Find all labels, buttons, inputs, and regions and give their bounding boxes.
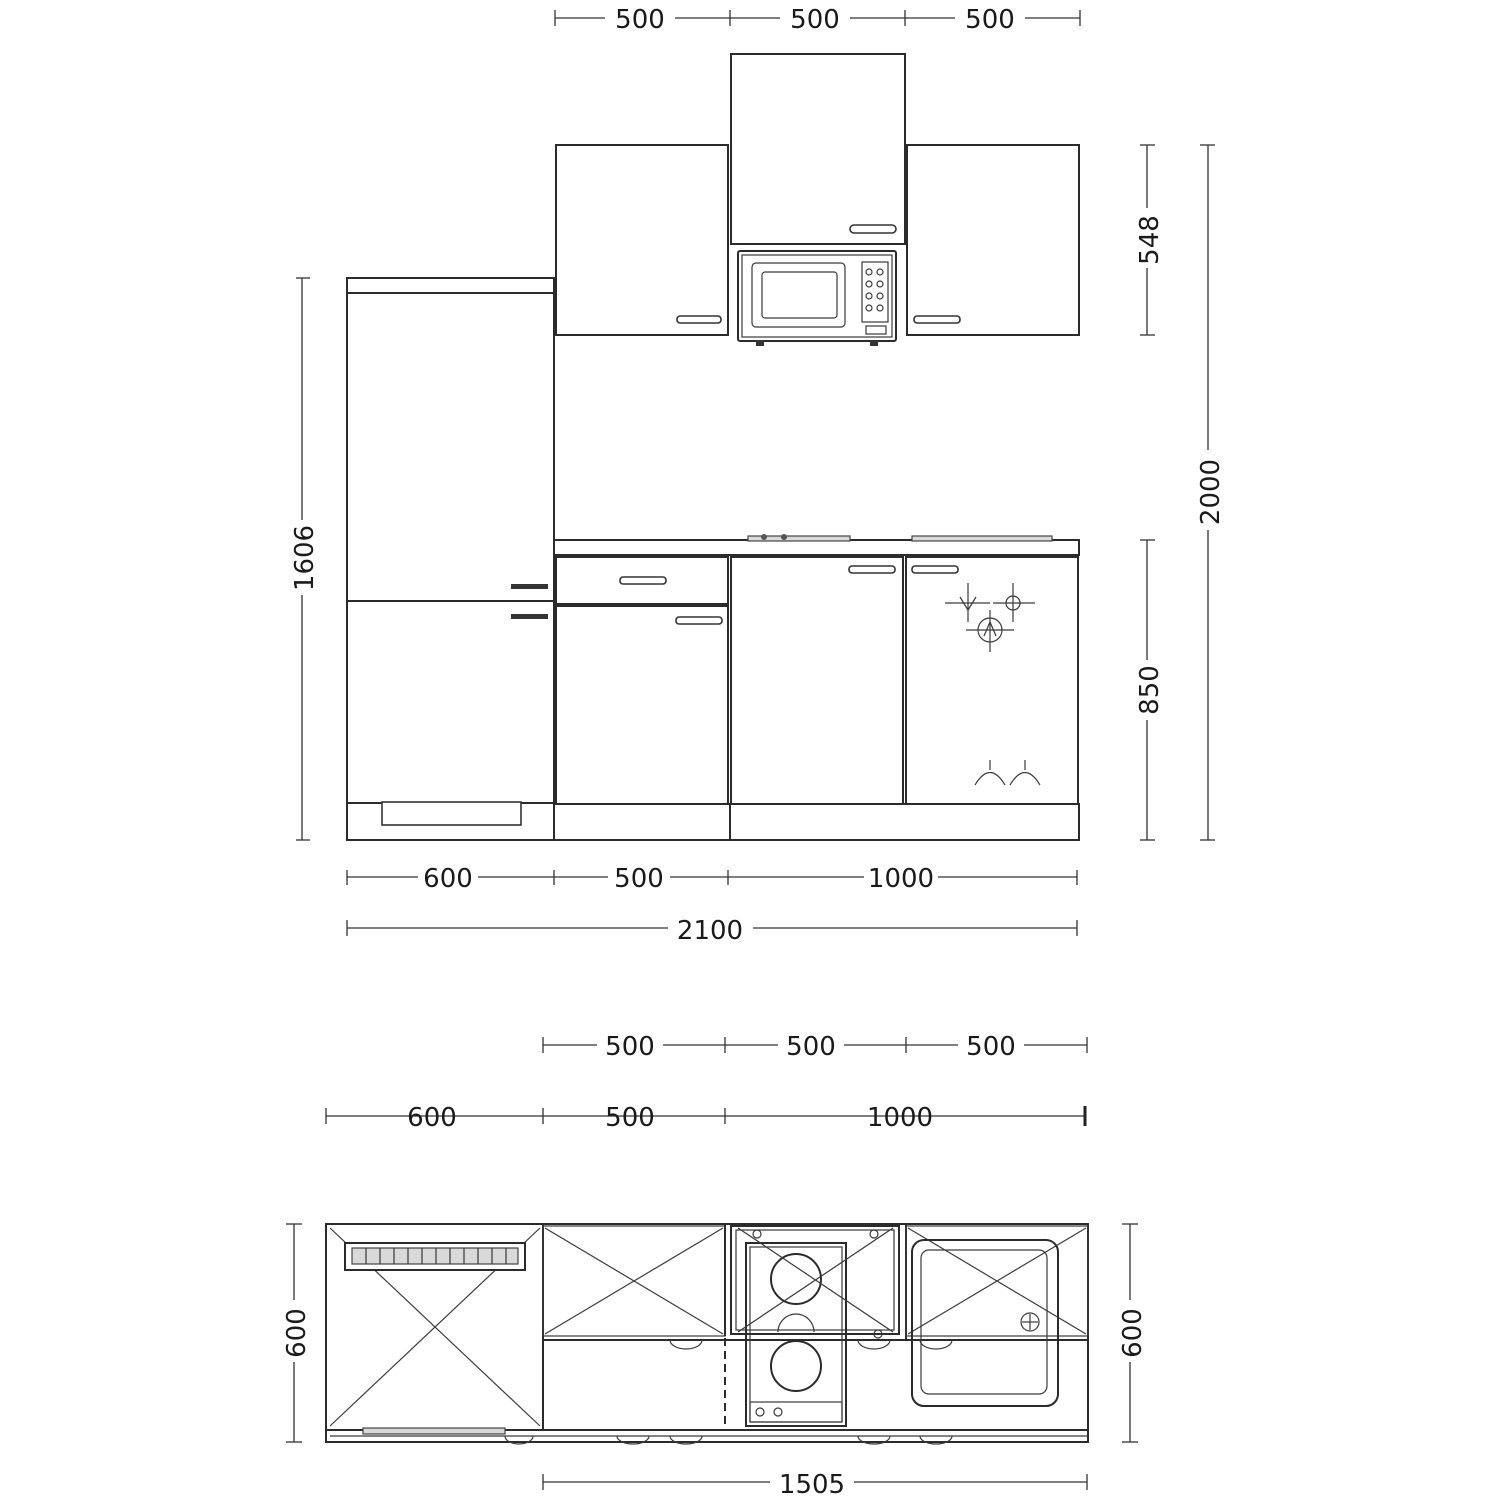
fridge-cabinet (347, 278, 554, 840)
base-cabinet-1-handle (676, 617, 722, 624)
plan-right-depth (1115, 1224, 1148, 1442)
front-total-height: 2000 (1196, 458, 1226, 526)
upper-cabinet-right (907, 145, 1079, 335)
plan-left-depth-label: 600 (282, 1308, 312, 1358)
front-bottom-dim-3: 1000 (867, 864, 935, 894)
sink-top (912, 536, 1052, 541)
plan-view (279, 1030, 1148, 1500)
upper-cabinet-center-handle (850, 225, 896, 233)
front-bottom-dim-1: 600 (423, 864, 473, 894)
base-cabinet-3 (906, 557, 1078, 804)
upper-cabinet-right-handle (914, 316, 960, 323)
plan-top-dim-2: 500 (786, 1032, 836, 1062)
microwave (738, 251, 896, 346)
plan-top-dim-3: 500 (966, 1032, 1016, 1062)
base-cabinet-2 (731, 557, 903, 804)
front-view (288, 2, 1226, 946)
plan-right-depth-label: 600 (1118, 1308, 1148, 1358)
plan-fridge-handle (363, 1428, 505, 1434)
front-upper-height: 548 (1135, 215, 1165, 265)
front-base-height: 850 (1135, 665, 1165, 715)
front-top-dim-3: 500 (965, 5, 1015, 35)
plan-left-depth (279, 1224, 312, 1442)
plan-top-dim-1: 500 (605, 1032, 655, 1062)
front-bottom-dimension (347, 862, 1077, 894)
front-bottom-dim-2: 500 (614, 864, 664, 894)
upper-cabinet-left-handle (677, 316, 721, 323)
plan-mid-dimension (326, 1103, 1085, 1133)
upper-cabinet-center (731, 54, 905, 244)
plan-mid-dim-3: 1000 (866, 1103, 934, 1133)
front-left-dimension (288, 278, 320, 840)
fridge-vent-grille (382, 802, 521, 825)
front-right-dimensions (1132, 145, 1226, 840)
base-drawer-handle (620, 577, 666, 584)
base-cabinet-1 (556, 606, 728, 804)
base-cabinet-2-handle (849, 566, 895, 573)
front-top-dimension (555, 2, 1080, 35)
plan-bottom-width (543, 1467, 1087, 1500)
fridge-handle-lower (511, 614, 548, 619)
front-top-dim-2: 500 (790, 5, 840, 35)
plinth (554, 804, 1079, 840)
upper-cabinet-left (556, 145, 728, 335)
plan-bottom-width-label: 1505 (778, 1470, 846, 1500)
countertop (554, 540, 1079, 555)
plan-top-dimension (543, 1030, 1087, 1062)
fridge-handle-upper (511, 584, 548, 589)
front-left-height: 1606 (290, 524, 320, 592)
plan-mid-dim-2: 500 (605, 1103, 655, 1133)
front-total-width (347, 913, 1077, 946)
front-total-width-label: 2100 (676, 916, 744, 946)
base-cabinet-3-handle (912, 566, 958, 573)
plan-mid-dim-1: 600 (407, 1103, 457, 1133)
front-top-dim-1: 500 (615, 5, 665, 35)
